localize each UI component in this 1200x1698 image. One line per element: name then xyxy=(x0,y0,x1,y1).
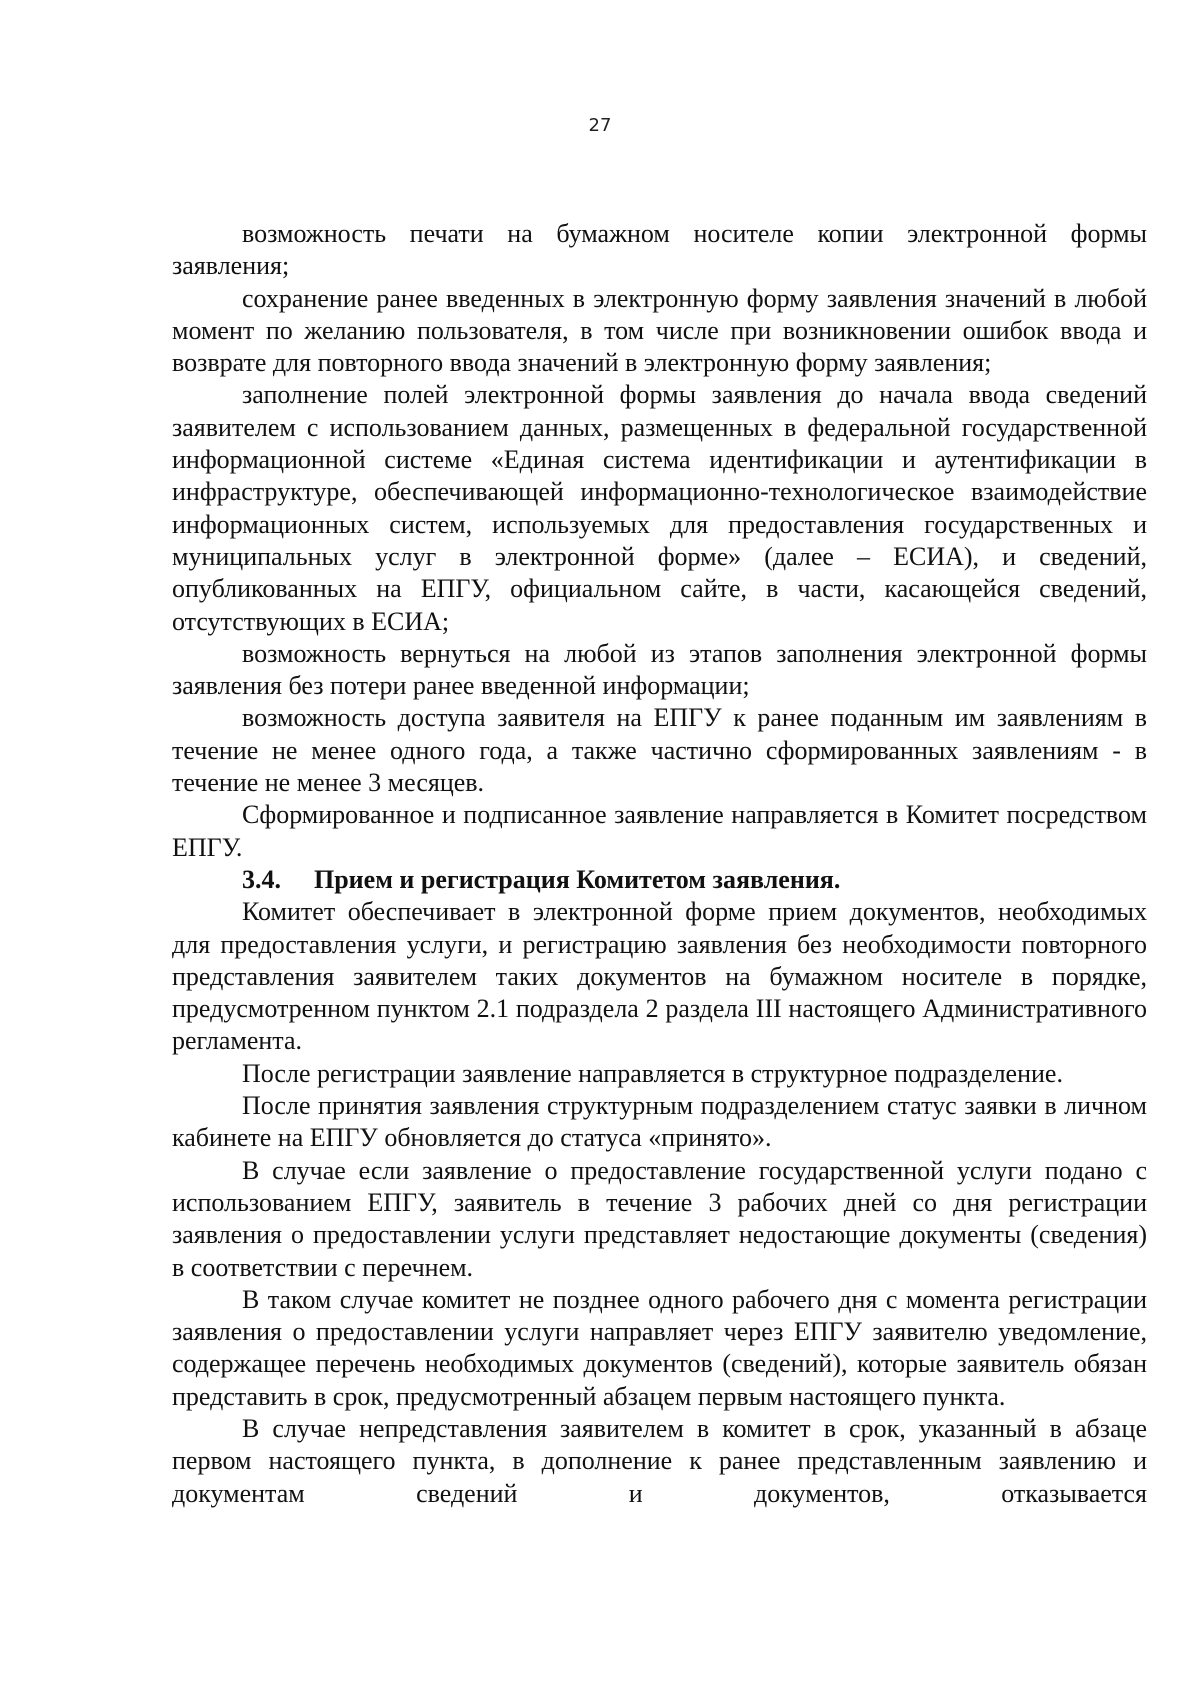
paragraph-return-stage: возможность вернуться на любой из этапов заполнения электронной формы заявления без потери ранее введенной информации; xyxy=(172,638,1147,701)
section-heading xyxy=(172,864,1147,896)
paragraph-refusal: В случае непредставления заявителем в комитет в срок, указанный в абзаце первом настоящего пункта, в дополнение к ранее представленным заявлению и документам сведений и документов, отказывается xyxy=(172,1413,1147,1508)
paragraph-fill-fields: заполнение полей электронной формы заявления до начала ввода сведений заявителем с использованием данных, размещенных в федеральной государственной информационной системе «Единая система идентификации и аутентификации в инфраструктуре, обеспечивающей информационно-технологическое взаимодействие информационных систем, используемых для предоставления государственных и муниципальных услуг в электронной форме» (далее – ЕСИА), и сведений, опубликованных на ЕПГУ, официальном сайте, в части, касающейся сведений, отсутствующих в ЕСИА; xyxy=(172,380,1147,636)
paragraph-notification: В таком случае комитет не позднее одного рабочего дня с момента регистрации заявления о предоставлении услуги направляет через ЕПГУ заявителю уведомление, содержащее перечень необходимых документов (сведений), которые заявитель обязан представить в срок, предусмотренный абзацем первым настоящего пункта. xyxy=(172,1284,1147,1411)
paragraph-after-acceptance: После принятия заявления структурным подразделением статус заявки в личном кабинете на ЕПГУ обновляется до статуса «принято». xyxy=(172,1091,1147,1153)
page-number: 27 xyxy=(588,115,612,136)
document-body xyxy=(172,218,1147,1510)
paragraph-after-registration: После регистрации заявление направляется в структурное подразделение. xyxy=(242,1058,1063,1088)
paragraph-access-applications: возможность доступа заявителя на ЕПГУ к ранее поданным им заявлениям в течение не менее одного года, а также частично сформированных заявлениям - в течение не менее 3 месяцев. xyxy=(172,703,1147,798)
paragraph-signed-application: Сформированное и подписанное заявление направляется в Комитет посредством ЕПГУ. xyxy=(172,800,1147,862)
paragraph-save-values: сохранение ранее введенных в электронную форму заявления значений в любой момент по желанию пользователя, в том числе при возникновении ошибок ввода и возврате для повторного ввода значений в электронную форму заявления; xyxy=(172,283,1147,378)
section-number: 3.4. xyxy=(242,864,281,894)
paragraph-missing-documents: В случае если заявление о предоставление государственной услуги подано с использованием ЕПГУ, заявитель в течение 3 рабочих дней со дня регистрации заявления о предоставлении услуги представляет недостающие документы (сведения) в соответствии с перечнем. xyxy=(172,1155,1147,1282)
paragraph-print-copy: возможность печати на бумажном носителе копии электронной формы заявления; xyxy=(172,219,1147,281)
section-title: Прием и регистрация Комитетом заявления. xyxy=(314,864,841,894)
paragraph-committee-provides: Комитет обеспечивает в электронной форме прием документов, необходимых для предоставления услуги, и регистрацию заявления без необходимости повторного представления заявителем таких документов на бумажном носителе в порядке, предусмотренном пунктом 2.1 подраздела 2 раздела III настоящего Административного регламента. xyxy=(172,897,1147,1056)
